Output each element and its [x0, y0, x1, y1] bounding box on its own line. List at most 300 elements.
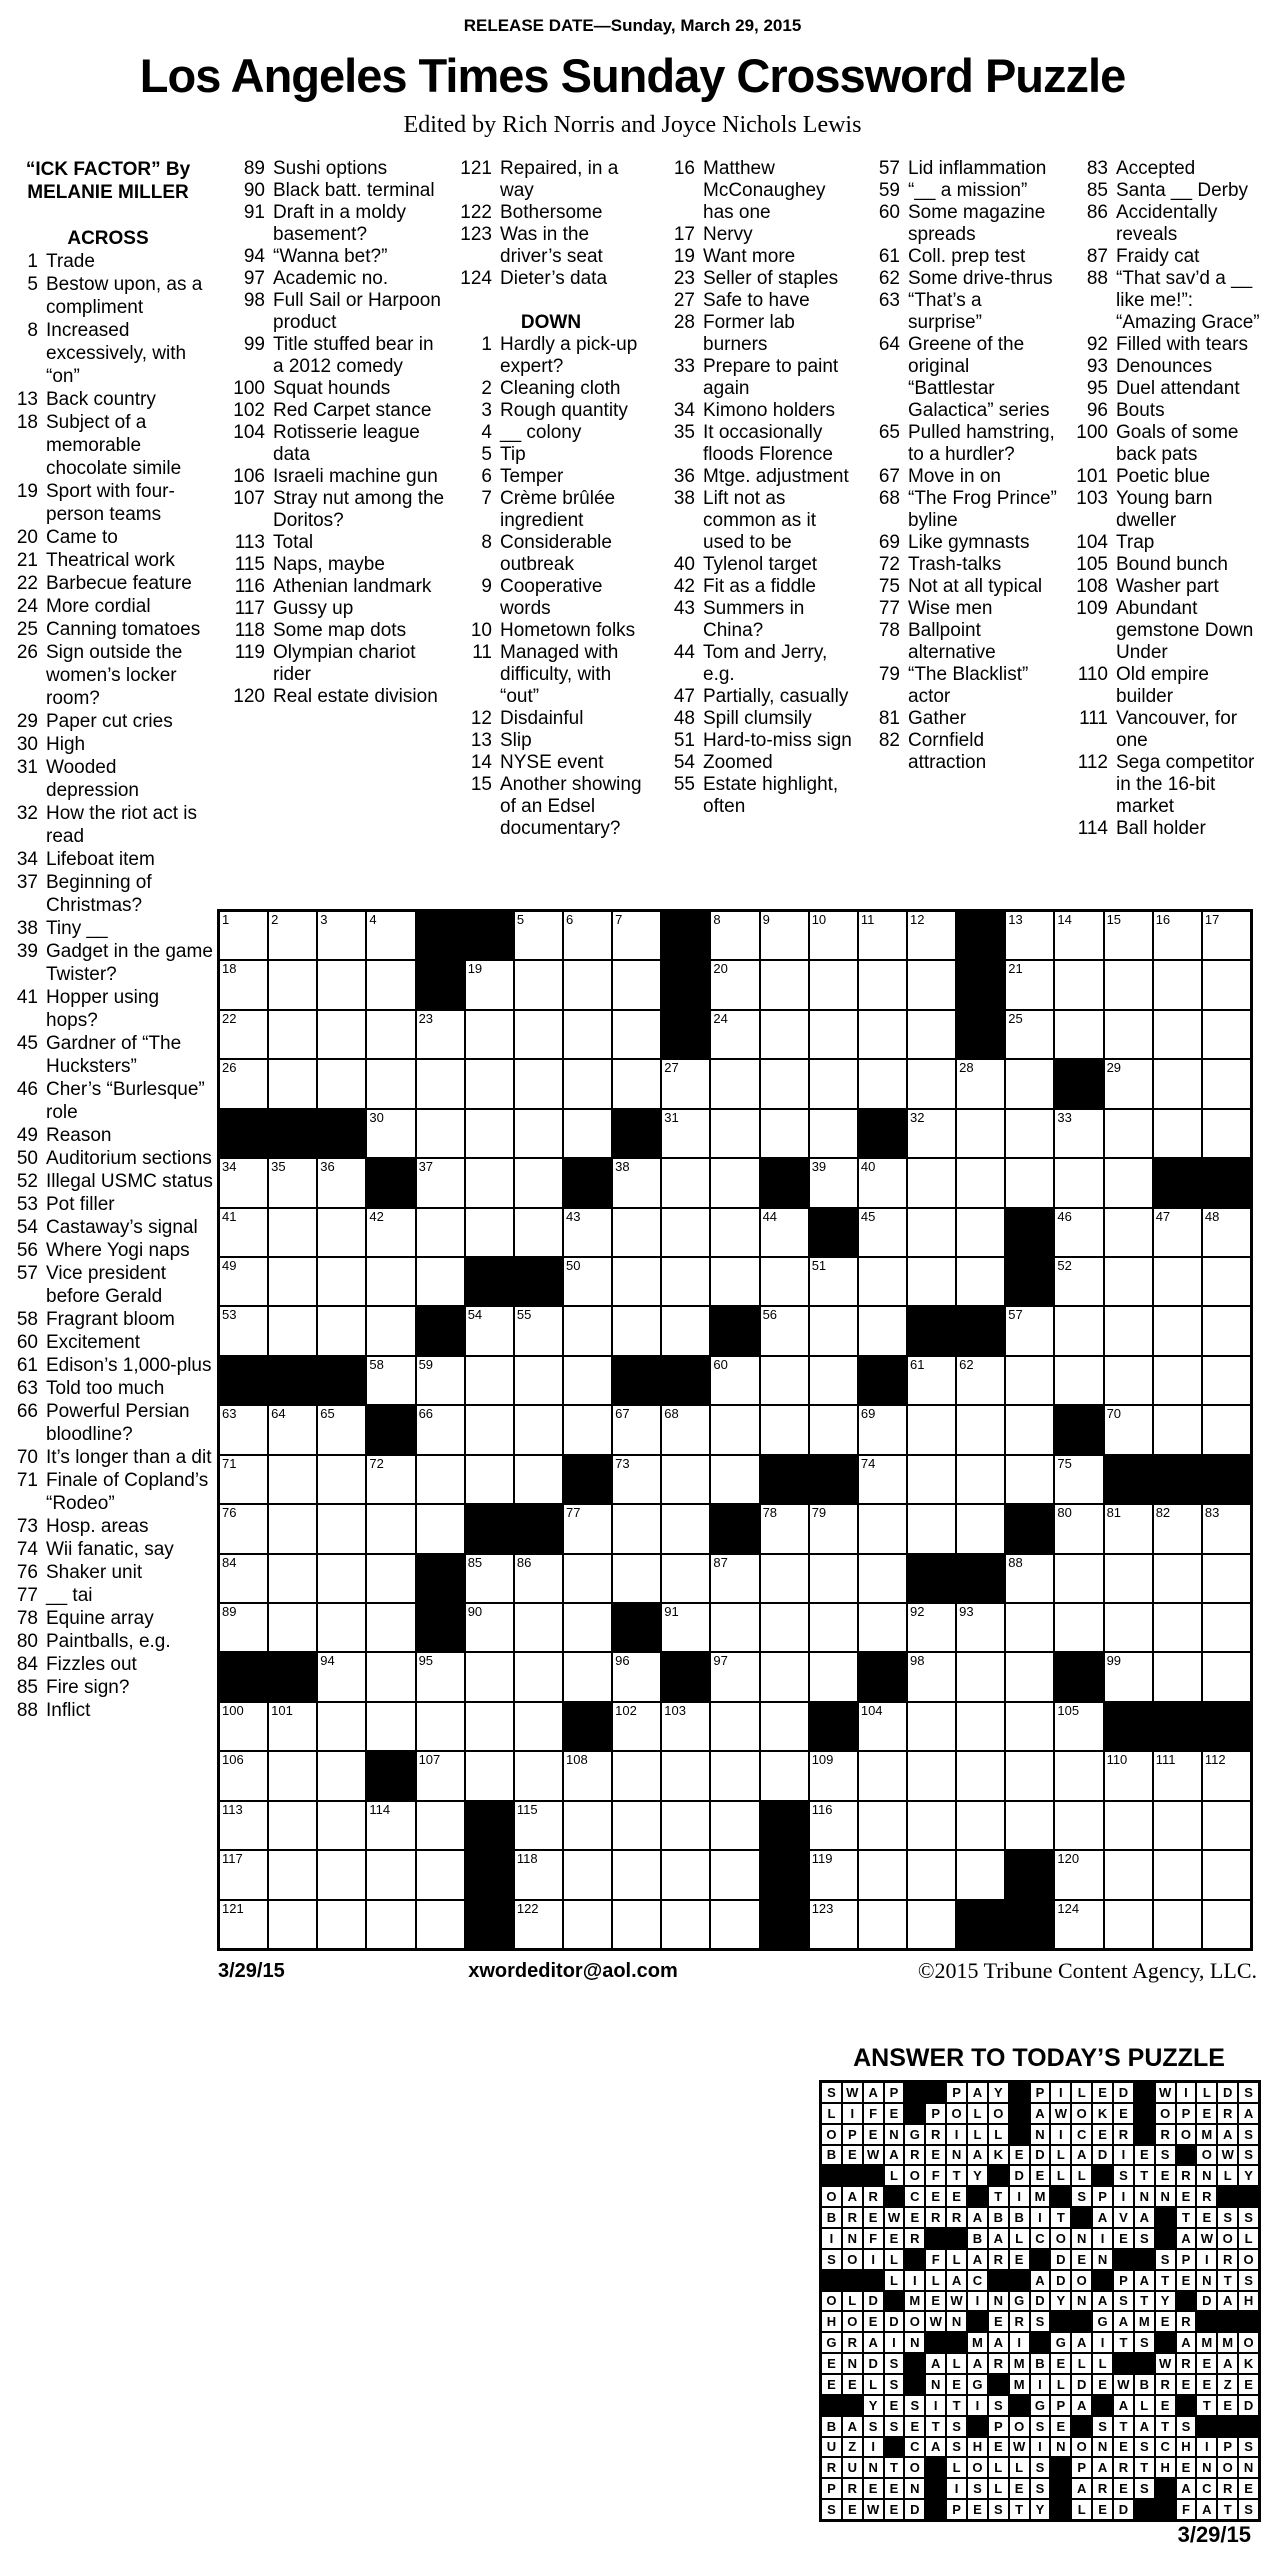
crossword-grid [217, 909, 1253, 1951]
cell-r16c15 [907, 1652, 956, 1701]
cell-r12c2 [268, 1455, 317, 1504]
cell-number: 43 [565, 1208, 581, 1224]
clue-text: Squat hounds [273, 378, 391, 399]
clue-number: 61 [878, 246, 900, 267]
cell-r18c14: N [1092, 2437, 1113, 2458]
cell-r6c5: C [904, 2186, 925, 2207]
cell-r5c16: T [1134, 2165, 1155, 2186]
cell-r1c4: P [884, 2082, 905, 2103]
cell-r2c20: R [1217, 2103, 1238, 2124]
cell-r7c2 [268, 1208, 317, 1257]
clue-down-108 [1058, 576, 1262, 598]
cell-r5c6 [465, 1109, 514, 1158]
cell-r10c15 [907, 1356, 956, 1405]
cell-r21c11: Y [1030, 2499, 1051, 2520]
clue-down-15 [452, 774, 650, 840]
cell-r7c16 [956, 1208, 1005, 1257]
cell-r13c16: S [1134, 2332, 1155, 2353]
cell-r9c12 [760, 1306, 809, 1355]
cell-number: 103 [664, 1702, 686, 1718]
clue-across-85 [2, 1676, 214, 1699]
clue-number: 12 [470, 708, 492, 729]
cell-r1c19 [1104, 911, 1153, 960]
clue-text: Gather [908, 708, 967, 729]
cell-r10c13: O [1071, 2270, 1092, 2291]
cell-number: 74 [860, 1455, 876, 1471]
cell-r1c11: P [1030, 2082, 1051, 2103]
clue-down-95 [1058, 378, 1262, 400]
cell-r5c4: L [884, 2165, 905, 2186]
cell-r2c3: F [863, 2103, 884, 2124]
clue-number: 20 [16, 527, 38, 548]
cell-r6c15: I [1113, 2186, 1134, 2207]
cell-r19c8 [563, 1801, 612, 1850]
cell-r2c6 [465, 960, 514, 1009]
cell-number: 75 [1057, 1455, 1072, 1471]
cell-r12c2: O [842, 2311, 863, 2332]
cell-r21c4: E [884, 2499, 905, 2520]
cell-r11c17: Y [1155, 2291, 1176, 2312]
cell-r14c3: D [863, 2353, 884, 2374]
cell-r11c9 [612, 1405, 661, 1454]
cell-r7c15: V [1113, 2207, 1134, 2228]
cell-r11c16 [956, 1405, 1005, 1454]
cell-r14c12 [760, 1554, 809, 1603]
cell-r21c14: E [1092, 2499, 1113, 2520]
cell-r19c15 [907, 1801, 956, 1850]
cell-r11c3: D [863, 2291, 884, 2312]
clue-across-54 [2, 1216, 214, 1239]
cell-r16c4: E [884, 2395, 905, 2416]
clue-text: Shaker unit [46, 1562, 143, 1583]
clue-number: 38 [673, 488, 695, 509]
black-square-r13c6 [925, 2332, 946, 2353]
black-square-r2c10 [1009, 2103, 1030, 2124]
cell-r9c7 [514, 1306, 563, 1355]
black-square-r9c15 [907, 1306, 956, 1355]
cell-r4c3 [317, 1059, 366, 1108]
black-square-r12c20 [1217, 2311, 1238, 2332]
cell-r13c21: O [1238, 2332, 1259, 2353]
black-square-r6c21 [1202, 1158, 1251, 1207]
cell-r1c8: A [967, 2082, 988, 2103]
clue-across-32 [2, 802, 214, 848]
black-square-r9c11 [710, 1306, 759, 1355]
clue-number: 34 [16, 849, 38, 870]
clue-down-2 [452, 378, 650, 400]
cell-number: 34 [222, 1159, 237, 1175]
cell-r4c9 [612, 1059, 661, 1108]
clue-down-103 [1058, 488, 1262, 532]
clue-down-4 [452, 422, 650, 444]
cell-r8c21 [1202, 1257, 1251, 1306]
clue-text: Duel attendant [1116, 378, 1240, 399]
cell-r5c10 [661, 1109, 710, 1158]
clue-text: Illegal USMC status [46, 1171, 213, 1192]
cell-r1c21 [1202, 911, 1251, 960]
cell-number: 40 [860, 1159, 876, 1175]
cell-r16c20: E [1217, 2395, 1238, 2416]
cell-r2c21: A [1238, 2103, 1259, 2124]
black-square-r13c11 [1030, 2332, 1051, 2353]
clue-number: 22 [16, 573, 38, 594]
cell-r5c13: L [1071, 2165, 1092, 2186]
cell-r6c13: S [1071, 2186, 1092, 2207]
cell-r11c7 [514, 1405, 563, 1454]
cell-r12c10: R [1009, 2311, 1030, 2332]
cell-r21c1: S [821, 2499, 842, 2520]
black-square-r16c10 [1009, 2395, 1030, 2416]
cell-r6c6 [465, 1158, 514, 1207]
cell-number: 39 [811, 1159, 827, 1175]
cell-r1c15 [907, 911, 956, 960]
cell-r4c10: E [1009, 2145, 1030, 2166]
cell-r2c12 [760, 960, 809, 1009]
cell-r18c3: I [863, 2437, 884, 2458]
cell-r18c6 [465, 1751, 514, 1800]
clue-number: 54 [673, 752, 695, 773]
black-square-r3c10 [1009, 2124, 1030, 2145]
clue-text: Inflict [46, 1700, 91, 1721]
cell-r19c16 [956, 1801, 1005, 1850]
cell-r15c21 [1202, 1603, 1251, 1652]
cell-r21c5 [416, 1900, 465, 1949]
clue-text: Academic no. [273, 268, 389, 289]
black-square-r7c17 [1005, 1208, 1054, 1257]
cell-r9c20 [1153, 1306, 1202, 1355]
black-square-r10c10 [661, 1356, 710, 1405]
clue-down-13 [452, 730, 650, 752]
cell-r19c3: N [863, 2457, 884, 2478]
cell-r11c21: H [1238, 2291, 1259, 2312]
clue-text: Bestow upon, as a compliment [46, 274, 203, 318]
clue-number: 92 [1086, 334, 1108, 355]
cell-r3c20 [1153, 1010, 1202, 1059]
cell-r3c12 [760, 1010, 809, 1059]
cell-number: 100 [222, 1702, 244, 1718]
cell-r19c10 [661, 1801, 710, 1850]
clue-down-16 [653, 158, 853, 224]
cell-r14c21 [1202, 1554, 1251, 1603]
cell-r14c17: W [1155, 2353, 1176, 2374]
cell-r19c10: L [1009, 2457, 1030, 2478]
clue-text: Some drive-thrus [908, 268, 1053, 289]
cell-r14c1 [219, 1554, 268, 1603]
cell-r12c11: S [1030, 2311, 1051, 2332]
clue-across-1 [2, 250, 214, 273]
black-square-r14c5 [416, 1554, 465, 1603]
clue-text: Temper [500, 466, 564, 487]
cell-r10c18: E [1176, 2270, 1197, 2291]
cell-r17c3 [317, 1702, 366, 1751]
cell-number: 118 [516, 1851, 538, 1867]
cell-number: 80 [1057, 1505, 1072, 1521]
black-square-r20c12 [1050, 2478, 1071, 2499]
clue-text: “The Frog Prince” byline [908, 488, 1057, 531]
black-square-r12c8 [967, 2311, 988, 2332]
clue-across-21 [2, 549, 214, 572]
cell-number: 97 [713, 1653, 728, 1669]
cell-number: 41 [222, 1208, 237, 1224]
cell-r11c19 [1104, 1405, 1153, 1454]
clue-across-45 [2, 1032, 214, 1078]
cell-r1c12: I [1050, 2082, 1071, 2103]
cell-r21c20: T [1217, 2499, 1238, 2520]
cell-r1c8 [563, 911, 612, 960]
cell-r16c15: A [1113, 2395, 1134, 2416]
cell-r2c15 [907, 960, 956, 1009]
cell-r6c15 [907, 1158, 956, 1207]
black-square-r10c2 [268, 1356, 317, 1405]
cell-r3c20: A [1217, 2124, 1238, 2145]
cell-r1c20 [1153, 911, 1202, 960]
cell-r19c14 [858, 1801, 907, 1850]
cell-r8c13: N [1071, 2228, 1092, 2249]
cell-r19c18: E [1176, 2457, 1197, 2478]
cell-number: 15 [1106, 912, 1122, 927]
cell-r17c2 [268, 1702, 317, 1751]
cell-number: 110 [1106, 1752, 1128, 1768]
clue-text: Was in the driver’s seat [500, 224, 603, 267]
cell-r18c21: S [1238, 2437, 1259, 2458]
cell-r2c8 [563, 960, 612, 1009]
clue-text: Cooperative words [500, 576, 603, 619]
clue-text: Former lab burners [703, 312, 795, 355]
cell-r18c10: W [1009, 2437, 1030, 2458]
clue-number: 117 [234, 598, 265, 619]
clue-number: 100 [1076, 422, 1108, 443]
cell-r19c15: R [1113, 2457, 1134, 2478]
cell-r14c19 [1104, 1554, 1153, 1603]
cell-r17c16: A [1134, 2416, 1155, 2437]
clue-down-28 [653, 312, 853, 356]
clue-text: Lifeboat item [46, 849, 155, 870]
clue-number: 94 [243, 246, 265, 267]
clue-number: 83 [1086, 158, 1108, 179]
cell-r14c14: L [1092, 2353, 1113, 2374]
clue-down-43 [653, 598, 853, 642]
cell-r6c10 [661, 1158, 710, 1207]
cell-r3c3: E [863, 2124, 884, 2145]
clue-down-57 [858, 158, 1060, 180]
clue-number: 80 [16, 1631, 38, 1652]
cell-r2c2: I [842, 2103, 863, 2124]
cell-r21c10: T [1009, 2499, 1030, 2520]
black-square-r21c16 [1134, 2499, 1155, 2520]
clue-column-5 [858, 158, 1060, 774]
cell-number: 35 [271, 1159, 286, 1175]
clue-across-66 [2, 1400, 214, 1446]
clue-number: 60 [878, 202, 900, 223]
cell-r13c4 [366, 1504, 415, 1553]
cell-r4c20: W [1217, 2145, 1238, 2166]
cell-r13c3 [317, 1504, 366, 1553]
cell-number: 58 [369, 1356, 384, 1372]
cell-r8c1: I [821, 2228, 842, 2249]
clue-text: Gardner of “The Hucksters” [46, 1033, 182, 1077]
clue-number: 77 [878, 598, 900, 619]
black-square-r12c19 [1196, 2311, 1217, 2332]
clue-down-93 [1058, 356, 1262, 378]
cell-r8c2: N [842, 2228, 863, 2249]
cell-r11c2 [268, 1405, 317, 1454]
clue-text: Title stuffed bear in a 2012 comedy [273, 334, 434, 377]
cell-r6c5 [416, 1158, 465, 1207]
cell-r1c18 [1054, 911, 1103, 960]
clue-number: 42 [673, 576, 695, 597]
clue-down-19 [653, 246, 853, 268]
cell-r12c17: E [1155, 2311, 1176, 2332]
clue-number: 21 [16, 550, 38, 571]
cell-number: 115 [516, 1801, 538, 1817]
cell-number: 30 [369, 1109, 384, 1125]
cell-r21c1 [219, 1900, 268, 1949]
clue-number: 51 [673, 730, 695, 751]
cell-r4c11 [710, 1059, 759, 1108]
clue-number: 27 [673, 290, 695, 311]
clue-across-61 [2, 1354, 214, 1377]
cell-r19c17 [1005, 1801, 1054, 1850]
cell-number: 105 [1057, 1702, 1080, 1718]
cell-r3c14 [858, 1010, 907, 1059]
cell-r7c19 [1104, 1208, 1153, 1257]
cell-r6c2 [268, 1158, 317, 1207]
cell-r4c13 [809, 1059, 858, 1108]
cell-r18c7 [514, 1751, 563, 1800]
clue-number: 74 [16, 1539, 38, 1560]
cell-r15c14: E [1092, 2374, 1113, 2395]
cell-r13c5: N [904, 2332, 925, 2353]
cell-r11c17 [1005, 1405, 1054, 1454]
cell-r4c2 [268, 1059, 317, 1108]
clue-number: 96 [1086, 400, 1108, 421]
cell-r10c13 [809, 1356, 858, 1405]
cell-r8c10: L [1009, 2228, 1030, 2249]
cell-number: 71 [222, 1455, 237, 1471]
cell-r14c13 [809, 1554, 858, 1603]
cell-r21c13 [809, 1900, 858, 1949]
cell-r14c3 [317, 1554, 366, 1603]
cell-r12c5 [416, 1455, 465, 1504]
cell-r21c8 [563, 1900, 612, 1949]
clue-number: 90 [243, 180, 265, 201]
cell-r2c6: P [925, 2103, 946, 2124]
cell-number: 60 [713, 1356, 728, 1372]
cell-r21c18: F [1176, 2499, 1197, 2520]
clue-number: 120 [233, 686, 265, 707]
clue-text: Fire sign? [46, 1677, 130, 1698]
cell-r16c8 [563, 1652, 612, 1701]
clue-across-41 [2, 986, 214, 1032]
cell-r17c10 [661, 1702, 710, 1751]
cell-r4c14: D [1092, 2145, 1113, 2166]
cell-r7c5: E [904, 2207, 925, 2228]
cell-r21c11 [710, 1900, 759, 1949]
cell-r8c3 [317, 1257, 366, 1306]
cell-r3c5: G [904, 2124, 925, 2145]
cell-r4c12 [760, 1059, 809, 1108]
clue-across-19 [2, 480, 214, 526]
clue-down-111 [1058, 708, 1262, 752]
cell-r2c1 [219, 960, 268, 1009]
clue-down-72 [858, 554, 1060, 576]
cell-r15c3 [317, 1603, 366, 1652]
black-square-r10c2 [842, 2270, 863, 2291]
cell-r20c9 [612, 1850, 661, 1899]
cell-r4c17: S [1155, 2145, 1176, 2166]
clue-text: Some map dots [273, 620, 407, 641]
cell-r10c15: P [1113, 2270, 1134, 2291]
black-square-r10c1 [219, 1356, 268, 1405]
cell-r16c17: E [1155, 2395, 1176, 2416]
clue-number: 37 [16, 872, 38, 893]
cell-number: 91 [664, 1603, 679, 1619]
cell-r13c18 [1054, 1504, 1103, 1553]
clue-across-118 [221, 620, 447, 642]
clue-number: 71 [16, 1470, 38, 1491]
clue-down-82 [858, 730, 1060, 774]
cell-r8c18: A [1176, 2228, 1197, 2249]
clue-text: Accepted [1116, 158, 1196, 179]
cell-r6c17: N [1155, 2186, 1176, 2207]
cell-r11c13: N [1071, 2291, 1092, 2312]
cell-number: 49 [222, 1257, 237, 1273]
black-square-r20c6 [925, 2478, 946, 2499]
clue-down-110 [1058, 664, 1262, 708]
cell-r21c7: P [946, 2499, 967, 2520]
clue-number: 123 [460, 224, 492, 245]
cell-r8c16: S [1134, 2228, 1155, 2249]
cell-r21c9: S [988, 2499, 1009, 2520]
cell-r2c7: O [946, 2103, 967, 2124]
cell-r6c18: E [1176, 2186, 1197, 2207]
clue-text: Hopper using hops? [46, 987, 160, 1031]
clue-number: 87 [1086, 246, 1108, 267]
clue-text: Disdainful [500, 708, 584, 729]
cell-r4c20 [1153, 1059, 1202, 1108]
cell-r14c11: B [1030, 2353, 1051, 2374]
cell-number: 17 [1204, 912, 1220, 927]
cell-r19c8: O [967, 2457, 988, 2478]
cell-r10c5 [416, 1356, 465, 1405]
cell-r9c14 [858, 1306, 907, 1355]
cell-r3c4 [366, 1010, 415, 1059]
cell-r12c18: R [1176, 2311, 1197, 2332]
clue-across-56 [2, 1239, 214, 1262]
cell-r8c14 [858, 1257, 907, 1306]
cell-r9c13 [809, 1306, 858, 1355]
clue-text: Gadget in the game Twister? [46, 941, 213, 985]
cell-r19c4: T [884, 2457, 905, 2478]
black-square-r11c4 [366, 1405, 415, 1454]
cell-r3c1: O [821, 2124, 842, 2145]
cell-r11c5: M [904, 2291, 925, 2312]
clue-across-5 [2, 273, 214, 319]
cell-r4c1: B [821, 2145, 842, 2166]
cell-r12c1: H [821, 2311, 842, 2332]
cell-r4c21: S [1238, 2145, 1259, 2166]
cell-r14c4: S [884, 2353, 905, 2374]
cell-number: 50 [565, 1257, 581, 1273]
black-square-r1c16 [956, 911, 1005, 960]
cell-r5c13 [809, 1109, 858, 1158]
cell-r6c9 [612, 1158, 661, 1207]
clue-down-35 [653, 422, 853, 466]
cell-r16c13: A [1071, 2395, 1092, 2416]
cell-r17c14: S [1092, 2416, 1113, 2437]
clue-number: 112 [1077, 752, 1108, 773]
cell-r2c4 [366, 960, 415, 1009]
